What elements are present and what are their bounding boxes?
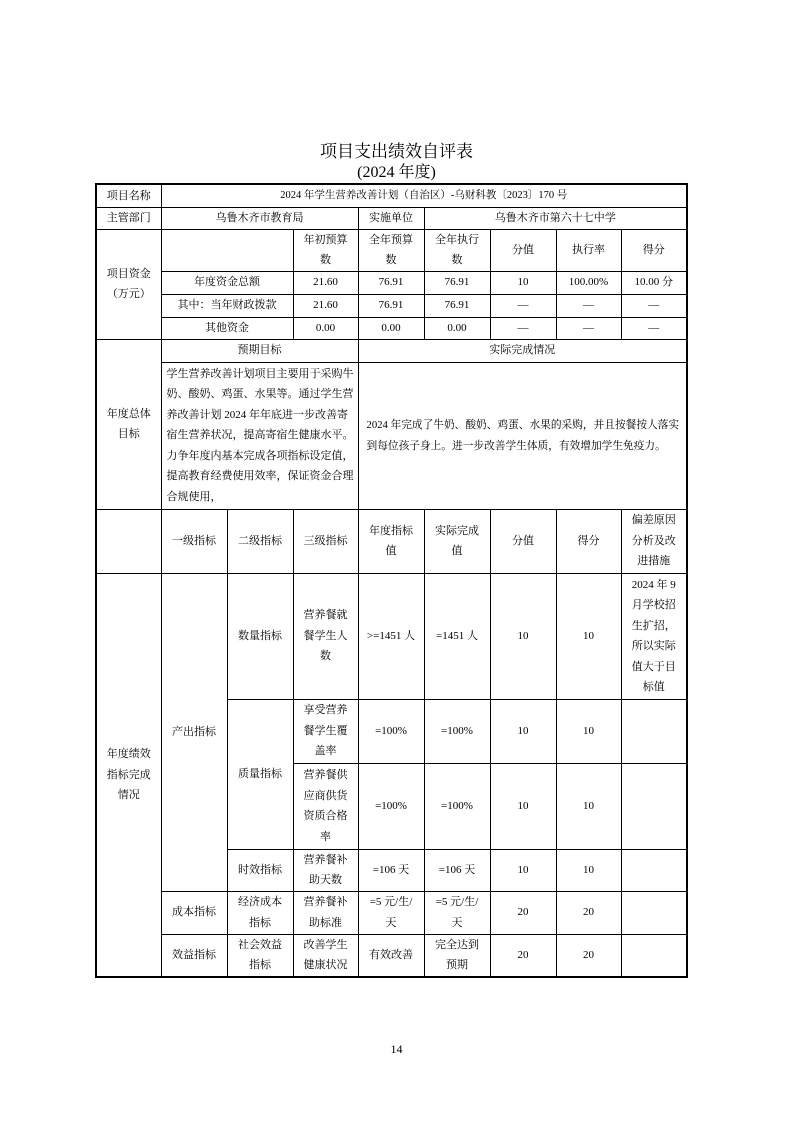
funds-row-score: — <box>621 294 687 317</box>
level2-quality: 质量指标 <box>227 699 293 849</box>
project-name-label: 项目名称 <box>96 184 161 207</box>
document-title: 项目支出绩效自评表 <box>320 142 473 161</box>
indicator-actual: =1451 人 <box>424 573 490 699</box>
indicator-deviation <box>621 763 687 849</box>
indicator-target: =100% <box>358 763 424 849</box>
funds-row-annual-executed: 76.91 <box>424 271 490 294</box>
funds-label <box>96 229 161 339</box>
indicator-level3: 享受营养餐学生覆盖率 <box>293 699 358 763</box>
funds-row-annual-executed: 0.00 <box>424 317 490 339</box>
funds-row-fiscal-allocation <box>96 294 687 317</box>
indicator-actual: =5 元/生/天 <box>424 891 490 934</box>
funds-label-text: 项目资金 <box>106 267 151 280</box>
funds-row-total <box>96 271 687 294</box>
indicator-level3: 营养餐供应商供货资质合格率 <box>293 763 358 849</box>
indicator-weight: 10 <box>490 763 556 849</box>
funds-row-execution-rate: — <box>556 294 621 317</box>
project-name-row <box>96 184 687 207</box>
implementer-value: 乌鲁木齐市第六十七中学 <box>424 207 687 229</box>
funds-header-row <box>96 229 687 271</box>
indicator-target: >=1451 人 <box>358 573 424 699</box>
level2-quantity: 数量指标 <box>227 573 293 699</box>
funds-unit-text: （万元） <box>106 288 151 300</box>
implementer-label: 实施单位 <box>358 207 424 229</box>
department-row <box>96 207 687 229</box>
department-label: 主管部门 <box>96 207 161 229</box>
indicator-weight: 10 <box>490 849 556 891</box>
expected-goal-text: 学生营养改善计划项目主要用于采购牛奶、酸奶、鸡蛋、水果等。通过学生营养改善计划 2024 年年底进一步改善寄宿生营养状况，提高寄宿生健康水平。力争年度内基本完成各项指标设定值，提高教育经费使用效率，保证资金合理合规使用， <box>161 362 358 509</box>
funds-row-weight: 10 <box>490 271 556 294</box>
indicator-score: 10 <box>556 699 621 763</box>
indicator-target: =106 天 <box>358 849 424 891</box>
indicators-header-weight: 分值 <box>490 509 556 573</box>
level1-benefit: 效益指标 <box>161 934 227 977</box>
indicator-actual: =106 天 <box>424 849 490 891</box>
funds-row-annual-budget: 76.91 <box>358 271 424 294</box>
funds-header-score: 得分 <box>621 229 687 271</box>
indicator-deviation <box>621 699 687 763</box>
funds-row-annual-executed: 76.91 <box>424 294 490 317</box>
indicators-header-blank <box>96 509 161 573</box>
actual-completion-text: 2024 年完成了牛奶、酸奶、鸡蛋、水果的采购，并且按餐按人落实到每位孩子身上。进一步改善学生体质，有效增加学生免疫力。 <box>358 362 687 509</box>
indicator-row <box>96 891 687 934</box>
indicators-header-actual: 实际完成值 <box>424 509 490 573</box>
funds-header-weight: 分值 <box>490 229 556 271</box>
funds-header-annual-executed: 全年执行数 <box>424 229 490 271</box>
funds-row-other <box>96 317 687 339</box>
indicator-weight: 20 <box>490 934 556 977</box>
performance-self-evaluation-table <box>95 183 688 978</box>
indicator-target: =5 元/生/天 <box>358 891 424 934</box>
department-value: 乌鲁木齐市教育局 <box>161 207 358 229</box>
funds-header-execution-rate: 执行率 <box>556 229 621 271</box>
indicator-deviation <box>621 849 687 891</box>
funds-row-score: — <box>621 317 687 339</box>
funds-row-item: 其中：当年财政拨款 <box>161 294 293 317</box>
funds-header-initial-budget: 年初预算数 <box>293 229 358 271</box>
indicator-deviation: 2024 年 9 月学校招生扩招，所以实际值大于目标值 <box>621 573 687 699</box>
funds-row-execution-rate: 100.00% <box>556 271 621 294</box>
funds-row-item: 其他资金 <box>161 317 293 339</box>
funds-row-weight: — <box>490 294 556 317</box>
indicator-deviation <box>621 934 687 977</box>
indicator-score: 20 <box>556 891 621 934</box>
annual-goals-header-row <box>96 339 687 362</box>
level1-cost: 成本指标 <box>161 891 227 934</box>
indicator-actual: =100% <box>424 699 490 763</box>
project-name-value: 2024 年学生营养改善计划（自治区）-乌财科教〔2023〕170 号 <box>161 184 687 207</box>
document-subtitle: (2024 年度) <box>357 164 436 181</box>
indicators-header-deviation: 偏差原因分析及改进措施 <box>621 509 687 573</box>
indicators-header-level2: 二级指标 <box>227 509 293 573</box>
funds-row-initial-budget: 21.60 <box>293 271 358 294</box>
indicator-weight: 20 <box>490 891 556 934</box>
funds-row-item: 年度资金总额 <box>161 271 293 294</box>
funds-header-annual-budget: 全年预算数 <box>358 229 424 271</box>
indicators-header-level1: 一级指标 <box>161 509 227 573</box>
level2-social-benefit: 社会效益指标 <box>227 934 293 977</box>
indicator-deviation <box>621 891 687 934</box>
actual-completion-header: 实际完成情况 <box>358 339 687 362</box>
indicator-level3: 改善学生健康状况 <box>293 934 358 977</box>
funds-header-blank <box>161 229 293 271</box>
funds-row-annual-budget: 76.91 <box>358 294 424 317</box>
indicator-level3: 营养餐就餐学生人数 <box>293 573 358 699</box>
page-number: 14 <box>390 1042 403 1056</box>
indicator-score: 10 <box>556 763 621 849</box>
level2-economic-cost: 经济成本指标 <box>227 891 293 934</box>
indicator-score: 10 <box>556 849 621 891</box>
indicators-header-target: 年度指标值 <box>358 509 424 573</box>
indicator-actual: =100% <box>424 763 490 849</box>
funds-row-initial-budget: 0.00 <box>293 317 358 339</box>
annual-goals-content-row <box>96 362 687 509</box>
level1-output: 产出指标 <box>161 573 227 891</box>
indicator-level3: 营养餐补助标准 <box>293 891 358 934</box>
funds-row-weight: — <box>490 317 556 339</box>
indicator-score: 10 <box>556 573 621 699</box>
funds-row-execution-rate: — <box>556 317 621 339</box>
indicators-header-row <box>96 509 687 573</box>
indicator-actual: 完全达到预期 <box>424 934 490 977</box>
indicator-score: 20 <box>556 934 621 977</box>
indicator-level3: 营养餐补助天数 <box>293 849 358 891</box>
indicator-weight: 10 <box>490 573 556 699</box>
indicators-header-level3: 三级指标 <box>293 509 358 573</box>
indicators-header-score: 得分 <box>556 509 621 573</box>
indicators-section-label: 年度绩效指标完成情况 <box>96 573 161 977</box>
indicator-weight: 10 <box>490 699 556 763</box>
funds-row-annual-budget: 0.00 <box>358 317 424 339</box>
level2-timeliness: 时效指标 <box>227 849 293 891</box>
indicator-target: 有效改善 <box>358 934 424 977</box>
expected-goal-header: 预期目标 <box>161 339 358 362</box>
funds-row-initial-budget: 21.60 <box>293 294 358 317</box>
indicator-target: =100% <box>358 699 424 763</box>
funds-row-score: 10.00 分 <box>621 271 687 294</box>
annual-goals-label: 年度总体目标 <box>96 339 161 509</box>
indicator-row <box>96 934 687 977</box>
indicator-row <box>96 573 687 699</box>
